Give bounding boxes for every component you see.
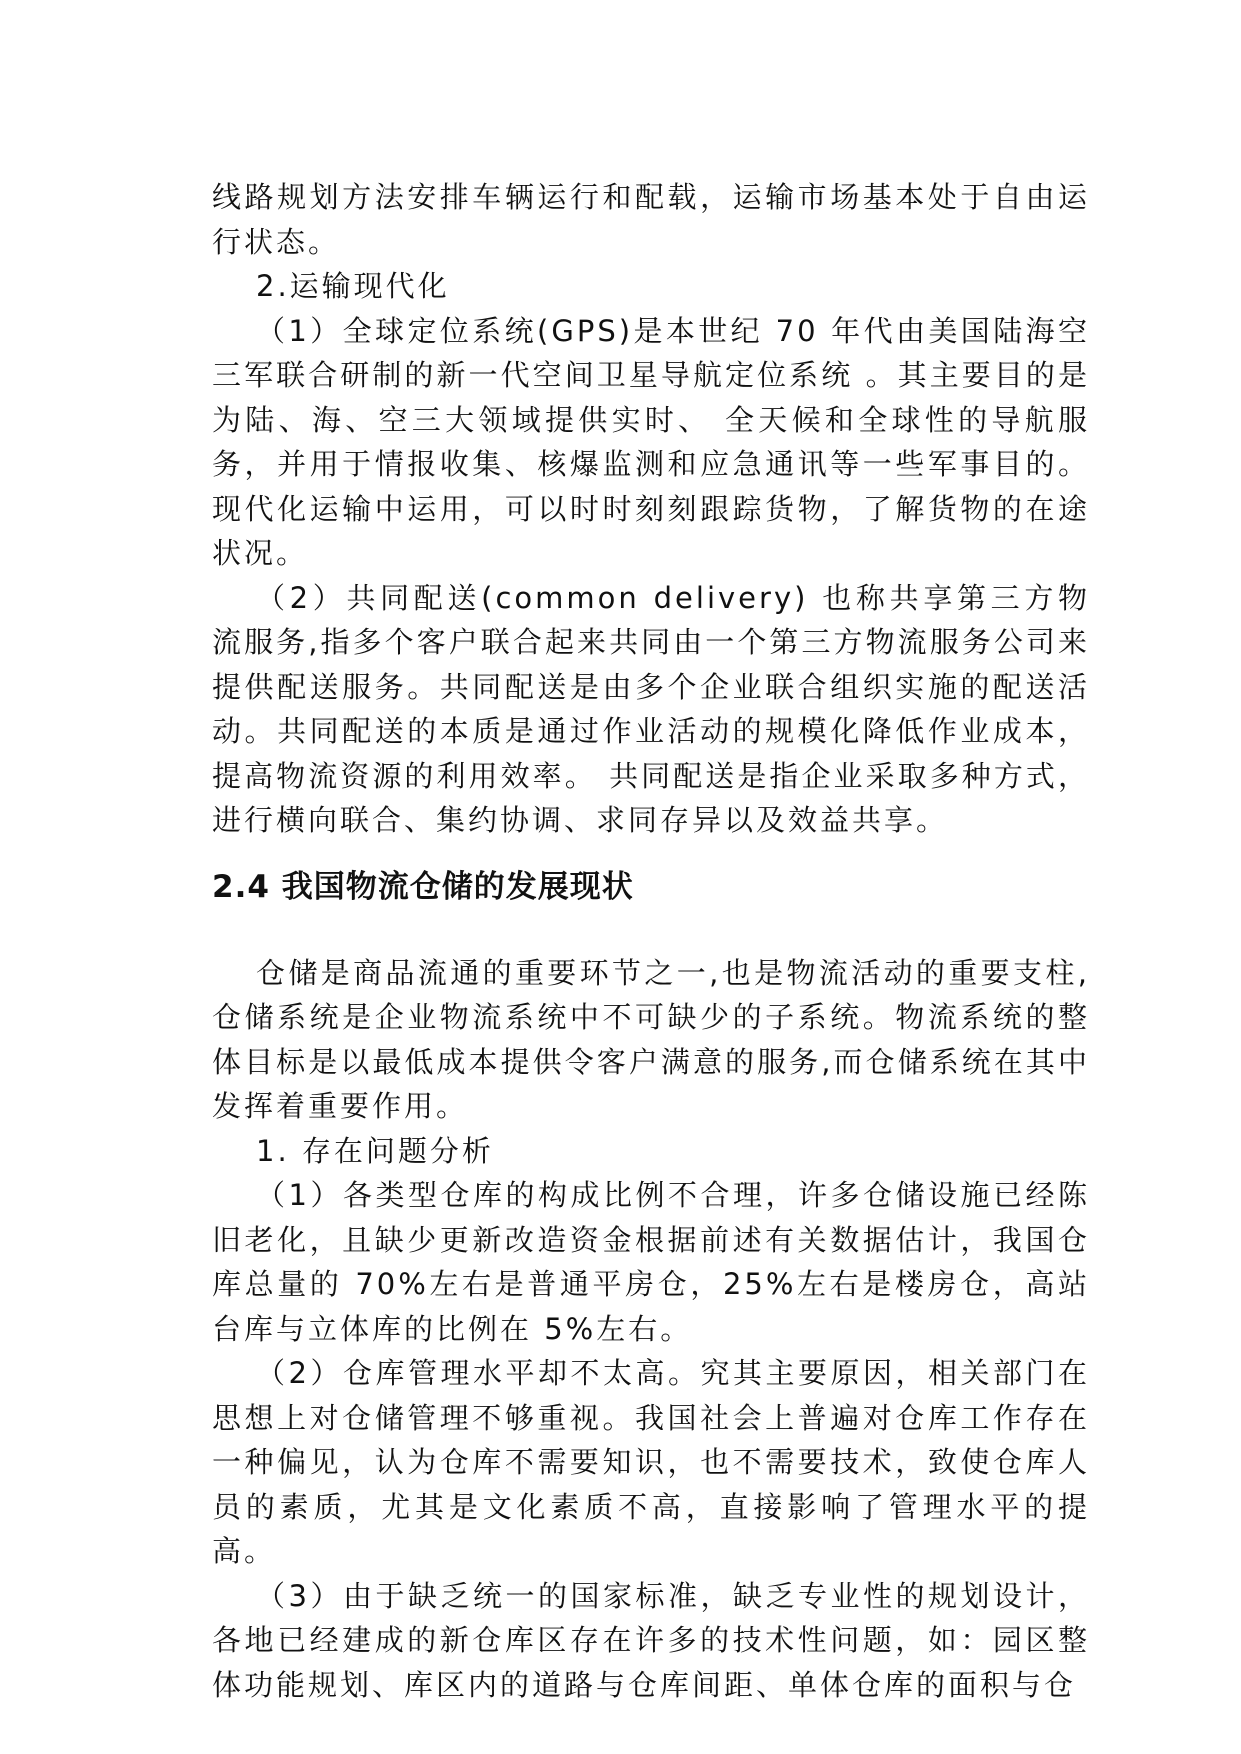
paragraph-problem-3: （3）由于缺乏统一的国家标准，缺乏专业性的规划设计，各地已经建成的新仓库区存在许多的技术性问题，如：园区整体功能规划、库区内的道路与仓库间距、单体仓库的面积与仓: [212, 1578, 1090, 1702]
paragraph-common-delivery: （2）共同配送(common delivery) 也称共享第三方物流服务,指多个客户联合起来共同由一个第三方物流服务公司来提供配送服务。共同配送是由多个企业联合组织实施的配送活动。共同配送的本质是通过作业活动的规模化降低作业成本，提高物流资源的利用效率。 共同配送是指企业采取多种方式，进行横向联合、集约协调、求同存异以及效益共享。: [212, 580, 1090, 837]
paragraph-warehousing-intro: 仓储是商品流通的重要环节之一,也是物流活动的重要支柱,仓储系统是企业物流系统中不可缺少的子系统。物流系统的整体目标是以最低成本提供令客户满意的服务,而仓储系统在其中发挥着重要作用。: [212, 955, 1090, 1123]
paragraph-gps: （1）全球定位系统(GPS)是本世纪 70 年代由美国陆海空三军联合研制的新一代空间卫星导航定位系统 。其主要目的是为陆、海、空三大领域提供实时、 全天候和全球性的导航服务，并用于情报收集、核爆监测和应急通讯等一些军事目的。现代化运输中运用，可以时时刻刻跟踪货物，了解货物的在途状况。: [212, 313, 1090, 570]
paragraph-problem-2: （2）仓库管理水平却不太高。究其主要原因，相关部门在思想上对仓储管理不够重视。我国社会上普遍对仓库工作存在一种偏见，认为仓库不需要知识，也不需要技术，致使仓库人员的素质，尤其是文化素质不高，直接影响了管理水平的提高。: [212, 1356, 1090, 1568]
paragraph-transport-market: 线路规划方法安排车辆运行和配载，运输市场基本处于自由运行状态。: [212, 180, 1090, 259]
document-page: [212, 175, 1090, 1707]
paragraph-transport-modernization-title: 2.运输现代化: [256, 269, 450, 303]
section-heading: 2.4 我国物流仓储的发展现状: [212, 868, 634, 905]
paragraph-problem-1: （1）各类型仓库的构成比例不合理，许多仓储设施已经陈旧老化，且缺少更新改造资金根据前述有关数据估计，我国仓库总量的 70%左右是普通平房仓，25%左右是楼房仓，高站台库与立体库的比例在 5%左右。: [212, 1178, 1090, 1346]
paragraph-problem-analysis-title: 1. 存在问题分析: [256, 1133, 494, 1168]
